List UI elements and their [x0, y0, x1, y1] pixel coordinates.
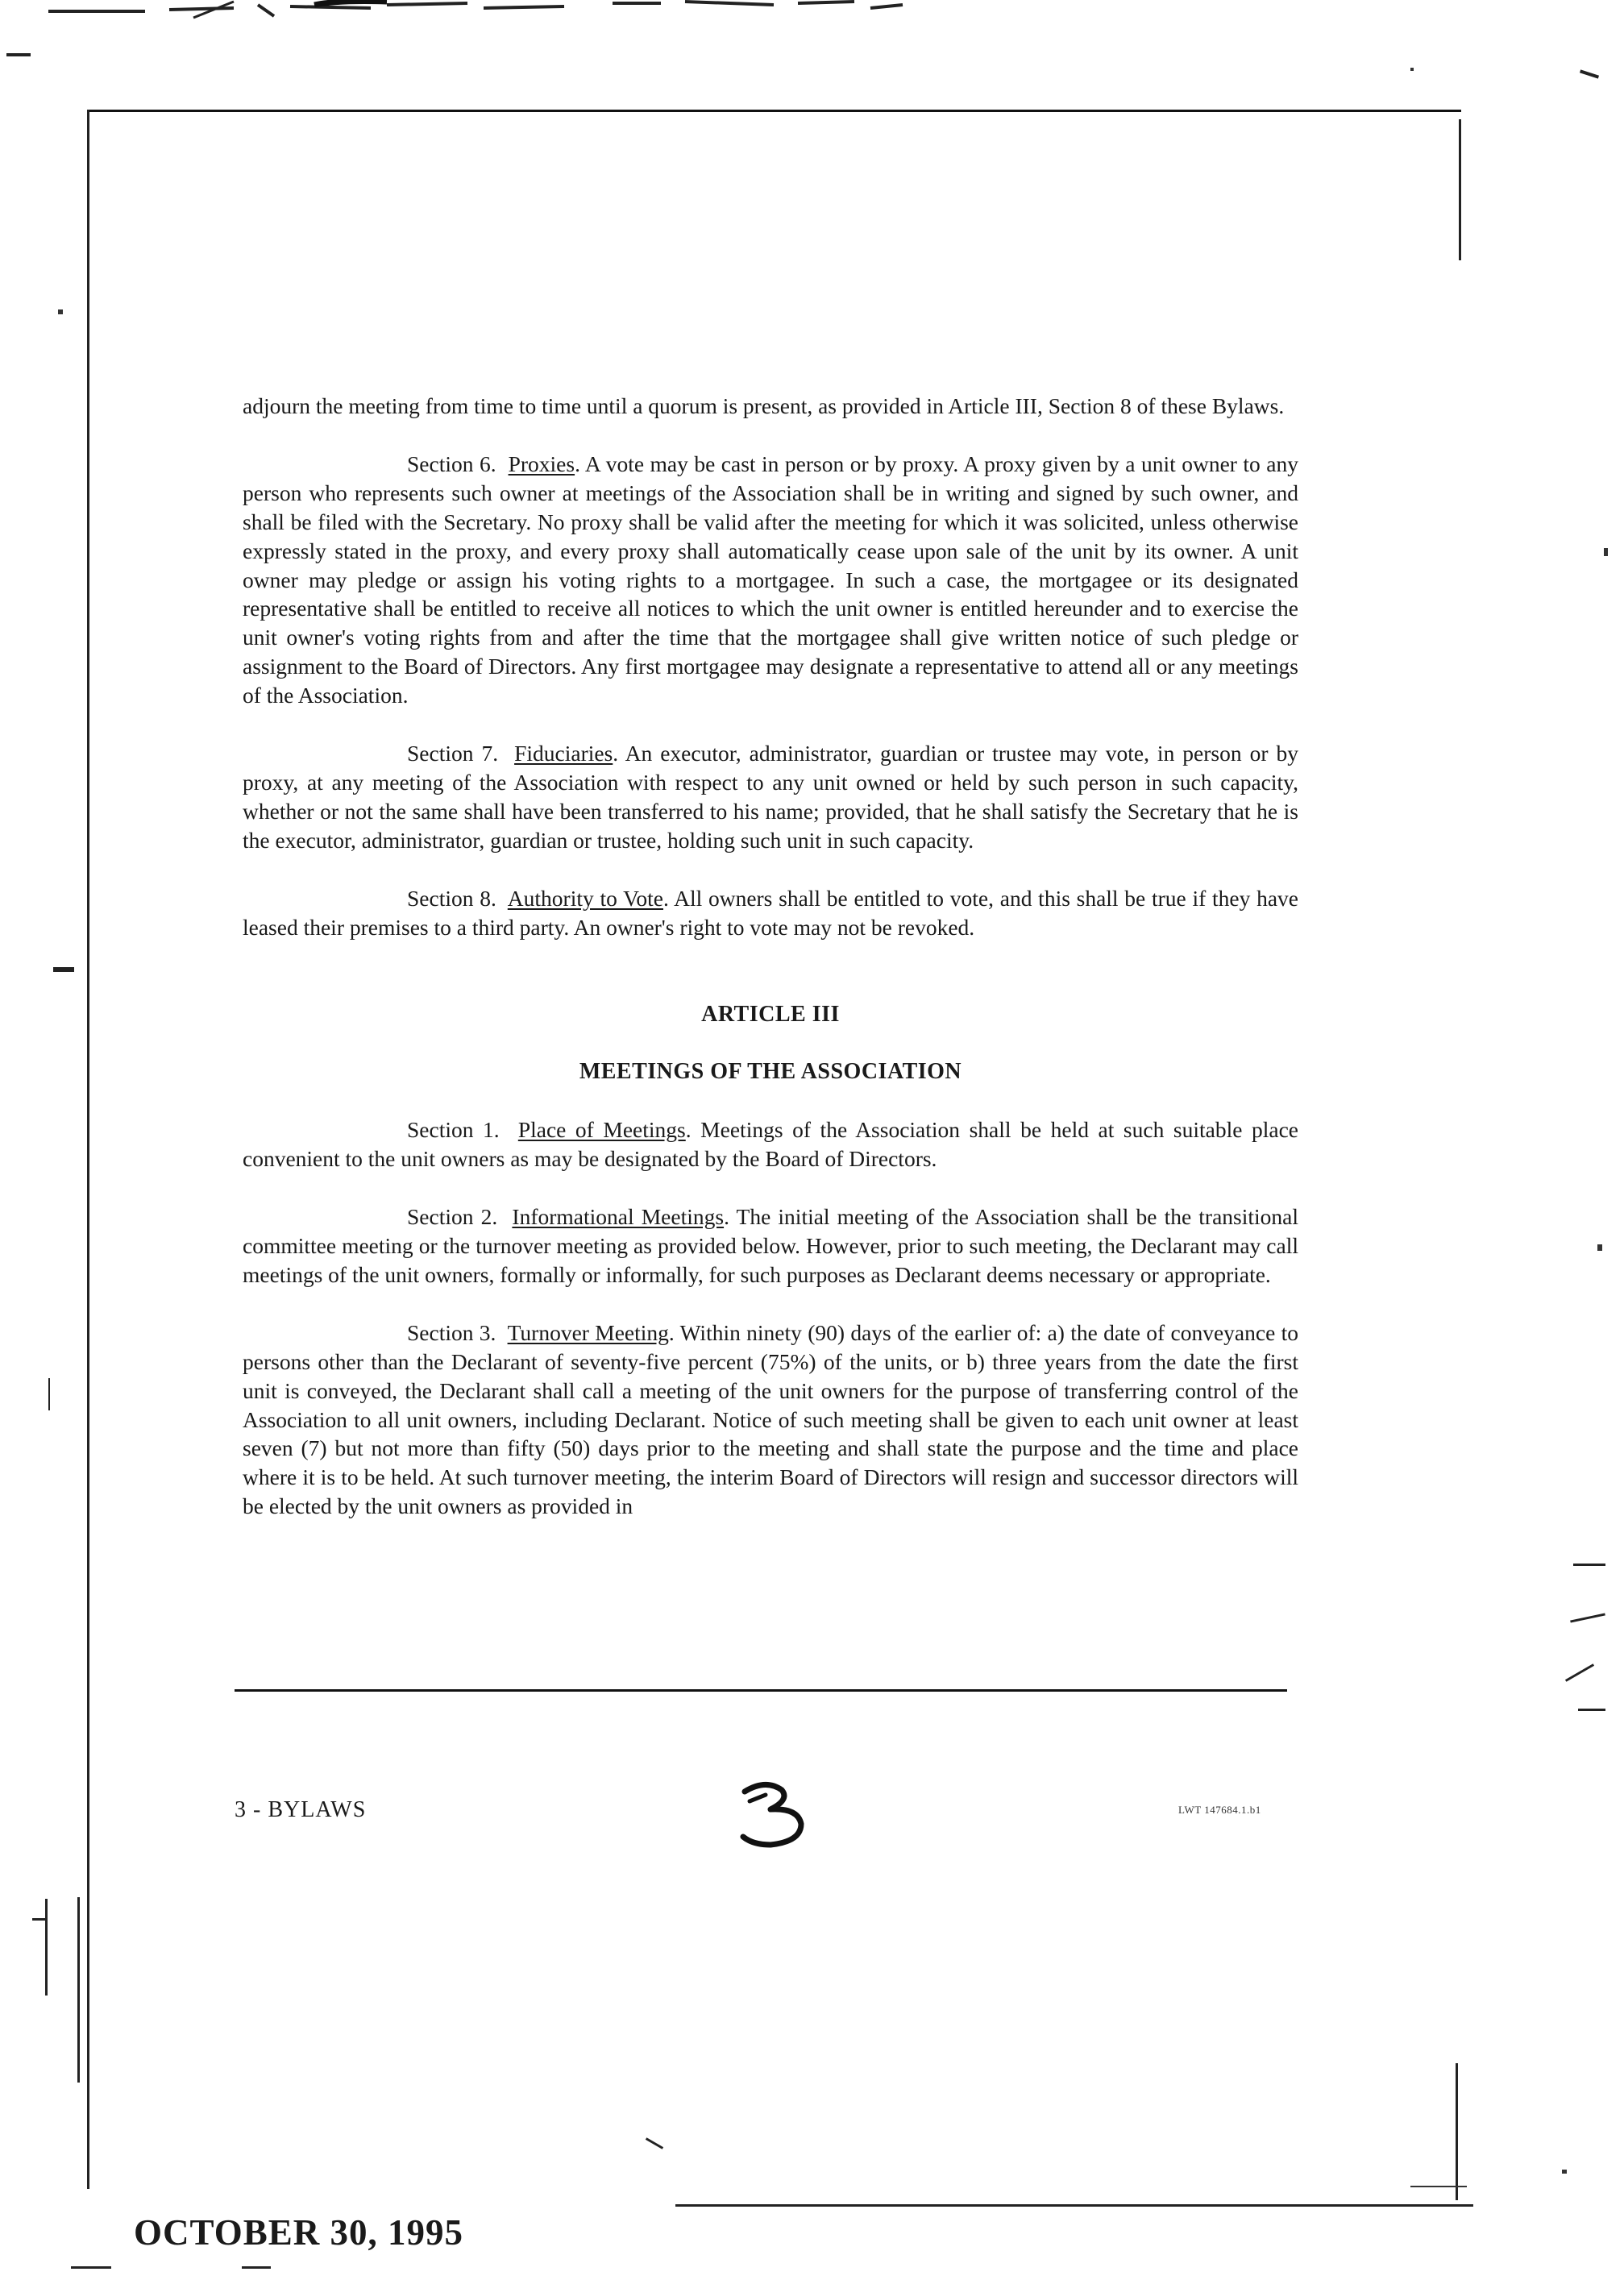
- margin-mark: [1570, 1613, 1605, 1622]
- continuation-paragraph: adjourn the meeting from time to time until a quorum is present, as provided in Article III, Section 8 of these Bylaws.: [243, 393, 1285, 418]
- section-3-turnover-meeting: [243, 1319, 1298, 1521]
- footer-page-label: 3 - BYLAWS: [235, 1797, 367, 1822]
- scan-frame-top: [87, 110, 1461, 112]
- section-number: Section 8.: [407, 885, 496, 911]
- footer-rule: [235, 1689, 1287, 1692]
- margin-speck: [1604, 548, 1608, 556]
- date-stamp: OCTOBER 30, 1995: [134, 2212, 463, 2253]
- margin-speck: [1410, 68, 1414, 71]
- margin-mark: [646, 2137, 663, 2149]
- margin-mark: [1578, 1709, 1605, 1711]
- margin-mark: [45, 1899, 48, 1996]
- scan-frame-right-lower: [1456, 2063, 1458, 2200]
- margin-mark: [1580, 69, 1599, 78]
- section-number: Section 1.: [407, 1117, 500, 1143]
- section-text: . Meetings of the Association shall be held at such suitable place convenient to the unit owners as may be designated by the Board of Directors.: [243, 1117, 1299, 1172]
- section-text: . The initial meeting of the Association shall be the transitional committee meeting or the turnover meeting as provided below. However, prior to such meeting, the Declarant may call meetings of the unit owners, formally or informally, for such purposes as Declarant deems necessary or appropriate.: [243, 1204, 1299, 1287]
- section-6-proxies: [243, 450, 1298, 710]
- scan-smudge-top: [48, 0, 967, 19]
- section-title: Fiduciaries: [514, 741, 613, 766]
- section-number: Section 2.: [407, 1204, 498, 1230]
- margin-mark: [1573, 1564, 1605, 1566]
- margin-mark: [48, 1378, 50, 1410]
- margin-mark: [242, 2266, 271, 2269]
- scan-frame-right: [1459, 119, 1461, 260]
- margin-mark: [1565, 1663, 1594, 1682]
- scan-frame-bottom-tick: [1410, 2186, 1467, 2187]
- section-number: Section 7.: [407, 741, 499, 766]
- section-text: . A vote may be cast in person or by proxy. A proxy given by a unit owner to any person who represents such owner at meetings of the Association shall be in writing and signed by such owner, and shall be filed with the Secretary. No proxy shall be valid after the meeting for which it was solicited, unless otherwise expressly stated in the proxy, and every proxy shall automatically cease upon sale of the unit by its owner. A unit owner may pledge or assign his voting rights to a mortgagee. In such a case, the mortgagee or its designated representative shall be entitled to receive all notices to which the unit owner is entitled hereunder and to exercise the unit owner's voting rights from and after the time that the mortgagee shall give written notice of such pledge or assignment to the Board of Directors. Any first mortgagee may designate a representative to attend all or any meetings of the Association.: [243, 451, 1298, 708]
- margin-speck: [58, 309, 63, 314]
- margin-mark: [53, 967, 74, 972]
- section-1-place-of-meetings: [243, 1115, 1298, 1173]
- margin-mark: [77, 1897, 80, 2083]
- scan-frame-left: [87, 110, 89, 2189]
- document-body: [243, 392, 1298, 1550]
- margin-speck: [1597, 1244, 1602, 1251]
- section-text: . An executor, administrator, guardian or trustee may vote, in person or by proxy, at any meeting of the Association with respect to any unit owned or held by such person in such capacity, whether or not the same shall have been transferred to his name; provided, that he shall satisfy the Secretary that he is the executor, administrator, guardian or trustee, holding such unit in such capacity.: [243, 741, 1298, 853]
- section-text: . All owners shall be entitled to vote, and this shall be true if they have leased their premises to a third party. An owner's right to vote may not be revoked.: [243, 885, 1298, 940]
- section-title: Turnover Meeting: [507, 1319, 669, 1345]
- section-2-informational-meetings: [243, 1202, 1298, 1290]
- margin-speck: [1562, 2170, 1567, 2174]
- section-title: Proxies: [508, 451, 575, 476]
- margin-mark: [71, 2266, 111, 2269]
- section-text: . Within ninety (90) days of the earlier of: a) the date of conveyance to persons other than the Declarant of seventy-five percent (75%) of the units, or b) three years from the date the first unit is conveyed, the Declarant shall call a meeting of the unit owners for the purpose of transferring control of the Association to all unit owners, including Declarant. Notice of such meeting shall be given to each unit owner at least seven (7) but not more than fifty (50) days prior to the meeting and shall state the purpose and the time and place where it is to be held. At such turnover meeting, the interim Board of Directors will resign and successor directors will be elected by the unit owners as provided in: [243, 1319, 1298, 1519]
- article-heading: ARTICLE III: [701, 1001, 840, 1027]
- handwritten-page-number: [733, 1777, 822, 1850]
- footer-document-code: LWT 147684.1.b1: [1178, 1804, 1261, 1816]
- section-title: Informational Meetings: [512, 1204, 725, 1230]
- section-8-authority-to-vote: [243, 884, 1298, 942]
- scan-frame-bottom: [675, 2204, 1473, 2207]
- section-7-fiduciaries: [243, 739, 1298, 855]
- section-title: Place of Meetings: [517, 1117, 686, 1143]
- section-number: Section 3.: [407, 1319, 496, 1345]
- section-number: Section 6.: [407, 451, 496, 476]
- margin-mark: [6, 53, 31, 56]
- section-title: Authority to Vote: [507, 885, 663, 911]
- article-subheading: MEETINGS OF THE ASSOCIATION: [579, 1059, 962, 1085]
